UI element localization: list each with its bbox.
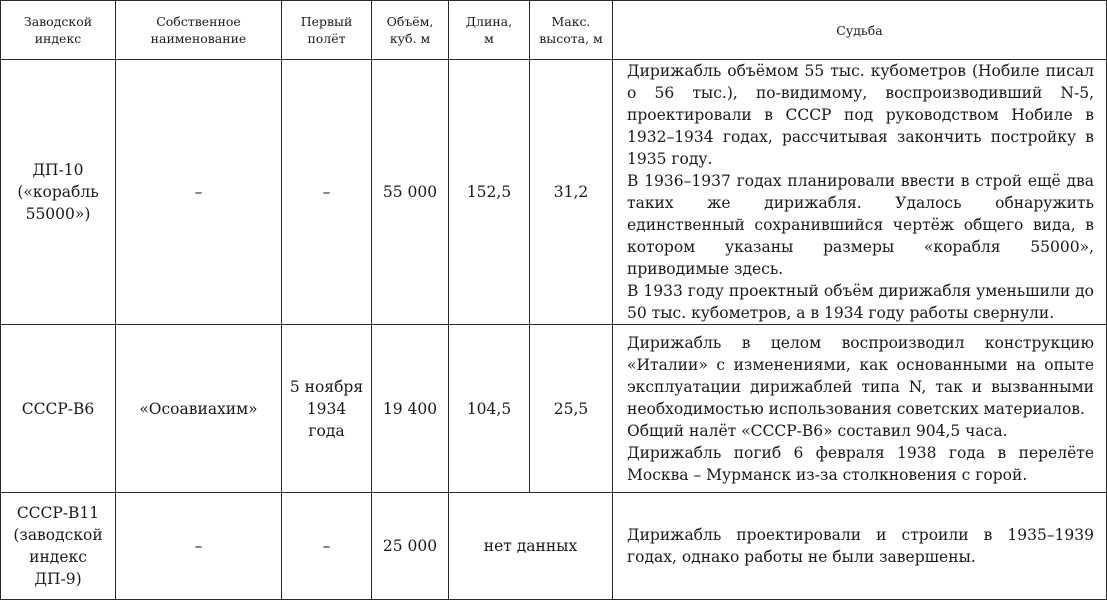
index-line: («корабль: [17, 183, 99, 201]
index-line: (заводской: [13, 526, 103, 544]
header-index-line1: Заводской: [23, 14, 93, 29]
cell-name: –: [116, 60, 282, 325]
cell-first-flight: –: [282, 60, 372, 325]
fate-paragraph: Дирижабль в целом воспроизводил конструкцию «Италии» с изменениями, как основанными на опыте эксплуатации дирижаблей типа N, так и вызванными необходимостью использования советских материалов.: [627, 333, 1094, 418]
cell-volume: 25 000: [372, 493, 449, 600]
table-row: [1, 493, 1107, 600]
header-volume: [372, 1, 449, 60]
fate-paragraph: Общий налёт «СССР-В6» составил 904,5 часа.: [627, 421, 1008, 440]
cell-length-height-nodata: нет данных: [449, 493, 613, 600]
table-row: [1, 325, 1107, 493]
index-line: СССР-В6: [21, 399, 95, 418]
index-line: СССР-В11: [16, 504, 100, 522]
cell-height: 25,5: [530, 325, 613, 493]
first-flight-line: 5 ноября: [289, 377, 364, 396]
cell-fate: [613, 493, 1107, 600]
fate-paragraph: В 1933 году проектный объём дирижабля уменьшили до 50 тыс. кубометров, а в 1934 году работы свернули.: [627, 282, 1094, 322]
header-length: [449, 1, 530, 60]
header-first-flight-line2: полёт: [307, 31, 346, 46]
fate-paragraph: Дирижабль погиб 6 февраля 1938 года в перелёте Москва – Мурманск из-за столкновения с горой.: [627, 443, 1094, 484]
cell-index: [1, 60, 116, 325]
index-line: ДП-10: [32, 161, 84, 179]
header-fate: Судьба: [613, 1, 1107, 60]
header-height: [530, 1, 613, 60]
header-first-flight-line1: Первый: [300, 14, 353, 29]
header-height-line1: Макс.: [551, 14, 591, 29]
fate-paragraph: Дирижабль объёмом 55 тыс. кубометров (Нобиле писал о 56 тыс.), по-видимому, воспроизводивший N-5, проектировали в СССР под руководством Нобиле в 1932–1934 годах, рассчитывая закончить постройку в 1935 году.: [627, 62, 1094, 168]
header-row: [1, 1, 1107, 60]
cell-volume: 19 400: [372, 325, 449, 493]
index-line: 55000»): [25, 205, 91, 223]
first-flight-line: 1934 года: [306, 399, 347, 440]
cell-first-flight: [282, 325, 372, 493]
cell-length: 104,5: [449, 325, 530, 493]
fate-paragraph: В 1936–1937 годах планировали ввести в строй ещё два таких же дирижабля. Удалось обнаружить единственный сохранившийся чертёж общего вида, в котором указаны размеры «корабля 55000», приводимые здесь.: [627, 172, 1094, 278]
header-index: [1, 1, 116, 60]
header-name: [116, 1, 282, 60]
cell-volume: 55 000: [372, 60, 449, 325]
fate-paragraph: Дирижабль проектировали и строили в 1935–1939 годах, однако работы не были завершены.: [627, 526, 1094, 566]
header-height-line2: высота, м: [539, 31, 603, 46]
cell-height: 31,2: [530, 60, 613, 325]
header-name-line2: наименование: [150, 31, 247, 46]
index-line: ДП-9): [34, 570, 82, 588]
cell-length: 152,5: [449, 60, 530, 325]
header-index-line2: индекс: [34, 31, 82, 46]
header-name-line1: Собственное: [156, 14, 241, 29]
cell-name: –: [116, 493, 282, 600]
header-volume-line2: куб. м: [389, 31, 431, 46]
cell-first-flight: –: [282, 493, 372, 600]
cell-name: «Осоавиахим»: [116, 325, 282, 493]
index-line: индекс: [29, 548, 87, 566]
header-first-flight: [282, 1, 372, 60]
table-row: [1, 60, 1107, 325]
header-length-line1: Длина,: [465, 14, 513, 29]
cell-fate: [613, 325, 1107, 493]
cell-index: [1, 325, 116, 493]
header-length-line2: м: [484, 31, 494, 46]
header-volume-line1: Объём,: [386, 14, 434, 29]
cell-fate: [613, 60, 1107, 325]
cell-index: [1, 493, 116, 600]
